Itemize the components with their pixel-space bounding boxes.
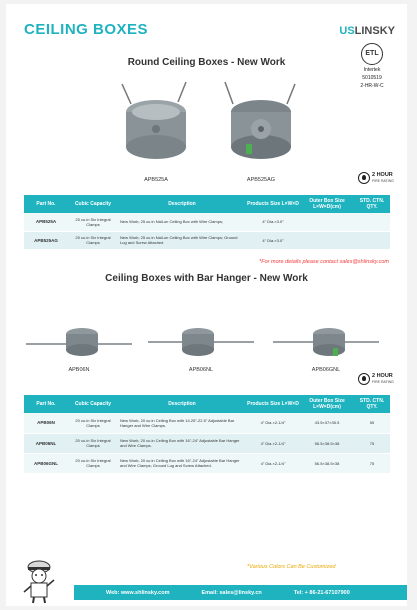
- product-apb06nl: [146, 314, 256, 373]
- table-row: [24, 433, 390, 453]
- cell-size: 4" Dia.×3.0": [246, 231, 300, 249]
- cell-description: New Work; 25 cu.in Nail-on Ceiling Box with Wire Clamps;: [118, 213, 246, 231]
- footer-email[interactable]: Email: sales@linsky.cn: [201, 589, 262, 596]
- header-products-size: Products Size L×W×D: [246, 195, 300, 213]
- cell-qty: 55: [354, 413, 390, 433]
- cell-description: New Work; 20 cu.in Ceiling Box with 14.25"-22.5" Adjustable Bar Hanger and Wire Clamps.: [118, 413, 246, 433]
- fire-rating-sub: FIRE RATING: [372, 380, 394, 384]
- cell-size: 4" Dia.×3.0": [246, 213, 300, 231]
- footer-bar: [74, 585, 407, 600]
- cell-qty: 75: [354, 453, 390, 473]
- table-header-row: [24, 195, 390, 213]
- brand-us: US: [339, 25, 355, 37]
- cell-capacity: 25 cu.in Six Integral Clamps: [68, 213, 118, 231]
- header-products-size: Products Size L×W×D: [246, 395, 300, 413]
- cell-size: 4" Dia.×2-1/4": [246, 453, 300, 473]
- bar-hanger-box-image: [24, 314, 134, 364]
- header-outer-box-size: Outer Box Size L×W×D(cm): [300, 195, 354, 213]
- cell-outer: 43.5×37×35.5: [300, 413, 354, 433]
- product-apb525a: [111, 74, 201, 183]
- header-description: Description: [118, 395, 246, 413]
- cert-line-1: Intertek: [363, 67, 381, 73]
- section-title-round: Round Ceiling Boxes - New Work: [127, 57, 286, 68]
- cell-qty: [354, 231, 390, 249]
- product-label: APB06GNL: [311, 367, 341, 373]
- table-row: [24, 231, 390, 249]
- round-box-image: [221, 74, 301, 174]
- product-label: APB06N: [68, 367, 90, 373]
- product-apb06gnl: [271, 314, 381, 373]
- cell-outer: [300, 213, 354, 231]
- header-description: Description: [118, 195, 246, 213]
- round-box-image: [116, 74, 196, 174]
- cell-description: New Work; 20 cu.in Ceiling Box with 16"-24" Adjustable Bar Hanger and Wire Clamps; Ground Lug and Screw Attached.: [118, 453, 246, 473]
- cert-line-2: 5010519: [362, 75, 382, 81]
- header-cubic-capacity: Cubic Capacity: [68, 395, 118, 413]
- etl-mark-icon: ETL: [361, 43, 383, 65]
- product-label: APB06NL: [188, 367, 214, 373]
- cell-outer: [300, 231, 354, 249]
- header-cubic-capacity: Cubic Capacity: [68, 195, 118, 213]
- header-ctn-qty: STD. CTN. QTY.: [354, 395, 390, 413]
- footer-web[interactable]: Web: www.shlinsky.com: [106, 589, 170, 596]
- cell-capacity: 25 cu.in Six Integral Clamps: [68, 231, 118, 249]
- product-label: APB525A: [144, 177, 168, 183]
- cell-part-no: APB525A: [24, 213, 68, 231]
- contact-note: *For more details please contact sales@shlinsky.com: [259, 259, 389, 265]
- cell-capacity: 20 cu.in Six Integral Clamps: [68, 413, 118, 433]
- cell-outer: 56.5×38.5×38: [300, 433, 354, 453]
- cell-qty: [354, 213, 390, 231]
- cell-capacity: 20 cu.in Six Integral Clamps: [68, 433, 118, 453]
- cell-description: New Work; 20 cu.in Ceiling Box with 16"-24" Adjustable Bar Hanger and Wire Clamps.: [118, 433, 246, 453]
- table-row: [24, 453, 390, 473]
- header-part-no: Part No.: [24, 395, 68, 413]
- table-row: [24, 413, 390, 433]
- brand-rest: LINSKY: [354, 25, 395, 37]
- flame-icon: [358, 172, 370, 184]
- bar-hanger-box-image: [146, 314, 256, 364]
- bar-hanger-box-image: [271, 314, 381, 364]
- product-label: APB525AG: [246, 177, 276, 183]
- mascot-illustration: [20, 558, 58, 609]
- header-outer-box-size: Outer Box Size L×W×D(cm): [300, 395, 354, 413]
- cell-capacity: 20 cu.in Six Integral Clamps: [68, 453, 118, 473]
- cell-size: 4" Dia.×2-1/4": [246, 413, 300, 433]
- bar-hanger-table: [24, 395, 390, 474]
- section-title-bar-hanger: Ceiling Boxes with Bar Hanger - New Work: [105, 273, 308, 284]
- brand-logo: [339, 25, 395, 37]
- flame-icon: [358, 373, 370, 385]
- cell-size: 4" Dia.×2-1/4": [246, 433, 300, 453]
- cell-part-no: APB06NL: [24, 433, 68, 453]
- cell-part-no: APB06GNL: [24, 453, 68, 473]
- table-header-row: [24, 395, 390, 413]
- header-part-no: Part No.: [24, 195, 68, 213]
- footer-tel: Tel: + 86-21-67107900: [293, 589, 350, 596]
- product-apb525ag: [216, 74, 306, 183]
- round-boxes-table: [24, 195, 390, 250]
- fire-rating-main: 2 HOUR: [372, 172, 393, 178]
- cell-outer: 56.5×38.5×38: [300, 453, 354, 473]
- customization-note: *Various Colors Can Be Customized: [247, 564, 336, 570]
- product-apb06n: [24, 314, 134, 373]
- table-row: [24, 213, 390, 231]
- fire-rating-main: 2 HOUR: [372, 373, 393, 379]
- fire-rating-badge: [358, 373, 394, 385]
- cert-line-3: 2-HR-W-C: [360, 83, 384, 89]
- header-ctn-qty: STD. CTN. QTY.: [354, 195, 390, 213]
- cell-part-no: APB06N: [24, 413, 68, 433]
- cell-qty: 75: [354, 433, 390, 453]
- page-title: CEILING BOXES: [24, 21, 149, 38]
- fire-rating-badge: [358, 172, 394, 184]
- cell-part-no: APB525AG: [24, 231, 68, 249]
- catalog-page: [6, 4, 407, 606]
- cell-description: New Work; 25 cu.in Nail-on Ceiling Box with Wire Clamps; Ground Lug and Screw Attached: [118, 231, 246, 249]
- worker-mascot-icon: [20, 558, 58, 604]
- fire-rating-sub: FIRE RATING: [372, 179, 394, 183]
